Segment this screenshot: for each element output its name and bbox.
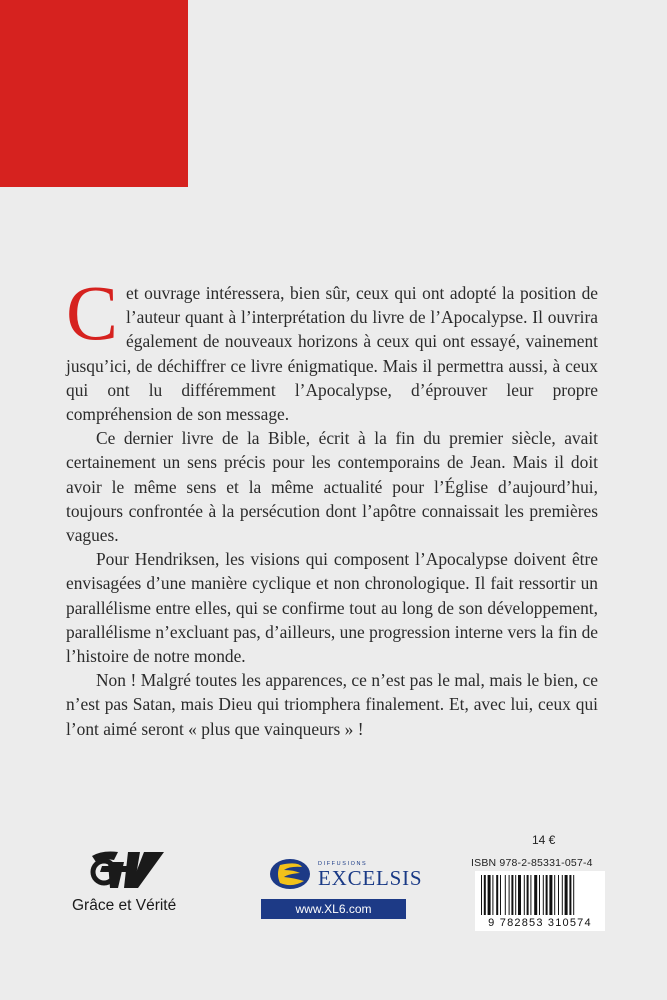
barcode-bar — [546, 875, 548, 915]
barcode-bar — [573, 875, 574, 915]
barcode-bar — [554, 875, 555, 915]
barcode-bar — [500, 875, 501, 915]
barcode-digits: 9 782853 310574 — [488, 917, 592, 929]
barcode-bar — [530, 875, 531, 915]
barcode — [475, 871, 605, 931]
paragraph-1 — [66, 269, 598, 426]
excelsis-name: EXCELSIS — [318, 866, 423, 890]
paragraph-3: Pour Hendriksen, les visions qui composent l’Apocalypse doivent être envisagées d’une manière cyclique et non chronologique. Il fait ressortir un parallélisme entre elles, qui se confirme tout au long de son développement, parallélisme n’excluant pas, d’ailleurs, une progression interne vers la fin de l’histoire de notre monde. — [66, 549, 598, 667]
barcode-bar — [492, 875, 493, 915]
barcode-bar — [562, 875, 563, 915]
barcode-bar — [569, 875, 571, 915]
back-cover-text — [66, 269, 598, 741]
barcode-bar — [511, 875, 513, 915]
barcode-bar — [543, 875, 544, 915]
barcode-bar — [515, 875, 516, 915]
barcode-bar — [481, 875, 482, 915]
isbn: ISBN 978-2-85331-057-4 — [471, 857, 593, 869]
grace-et-verite-logo-icon — [88, 848, 168, 892]
drop-cap: C — [66, 269, 119, 356]
barcode-bar — [539, 875, 540, 915]
barcode-bar — [534, 875, 537, 915]
excelsis-small-label: DIFFUSIONS — [318, 861, 368, 867]
paragraph-1-text: et ouvrage intéressera, bien sûr, ceux qui ont adopté la position de l’auteur quant à l’interprétation du livre de l’Apocalypse. Il ouvrira également de nouveaux horizons à ceux qui ont essayé, vainement jusqu’ici, de déchiffrer ce livre énigmatique. Mais il permettra aussi, à ceux qui ont lu différemment l’Apocalypse, d’éprouver leur propre compréhension de son message. — [66, 283, 598, 425]
barcode-bar — [518, 875, 521, 915]
barcode-bar — [549, 875, 552, 915]
paragraph-2: Ce dernier livre de la Bible, écrit à la fin du premier siècle, avait certainement un sens précis pour les contemporains de Jean. Mais il doit avoir le même sens et la même actualité pour l’Église d’aujourd’hui, toujours confrontée à la persécution dont l’apôtre connaissait les premières vagues. — [66, 428, 598, 546]
barcode-bars-icon — [481, 875, 599, 915]
price: 14 € — [532, 833, 556, 847]
barcode-bar — [488, 875, 491, 915]
excelsis-logo-icon — [268, 857, 312, 891]
barcode-bar — [558, 875, 559, 915]
barcode-bar — [565, 875, 568, 915]
barcode-bar — [509, 875, 510, 915]
barcode-bar — [527, 875, 529, 915]
barcode-bar — [505, 875, 506, 915]
barcode-bar — [484, 875, 486, 915]
paragraph-4: Non ! Malgré toutes les apparences, ce n’est pas le mal, mais le bien, ce n’est pas Satan, mais Dieu qui triomphera finalement. Et, avec lui, ceux qui l’ont aimé seront « plus que vainqueurs » ! — [66, 670, 598, 739]
website-url: www.XL6.com — [261, 899, 406, 919]
red-color-block — [0, 0, 188, 187]
barcode-bar — [524, 875, 525, 915]
barcode-bar — [496, 875, 498, 915]
publisher-name: Grâce et Vérité — [72, 897, 177, 914]
